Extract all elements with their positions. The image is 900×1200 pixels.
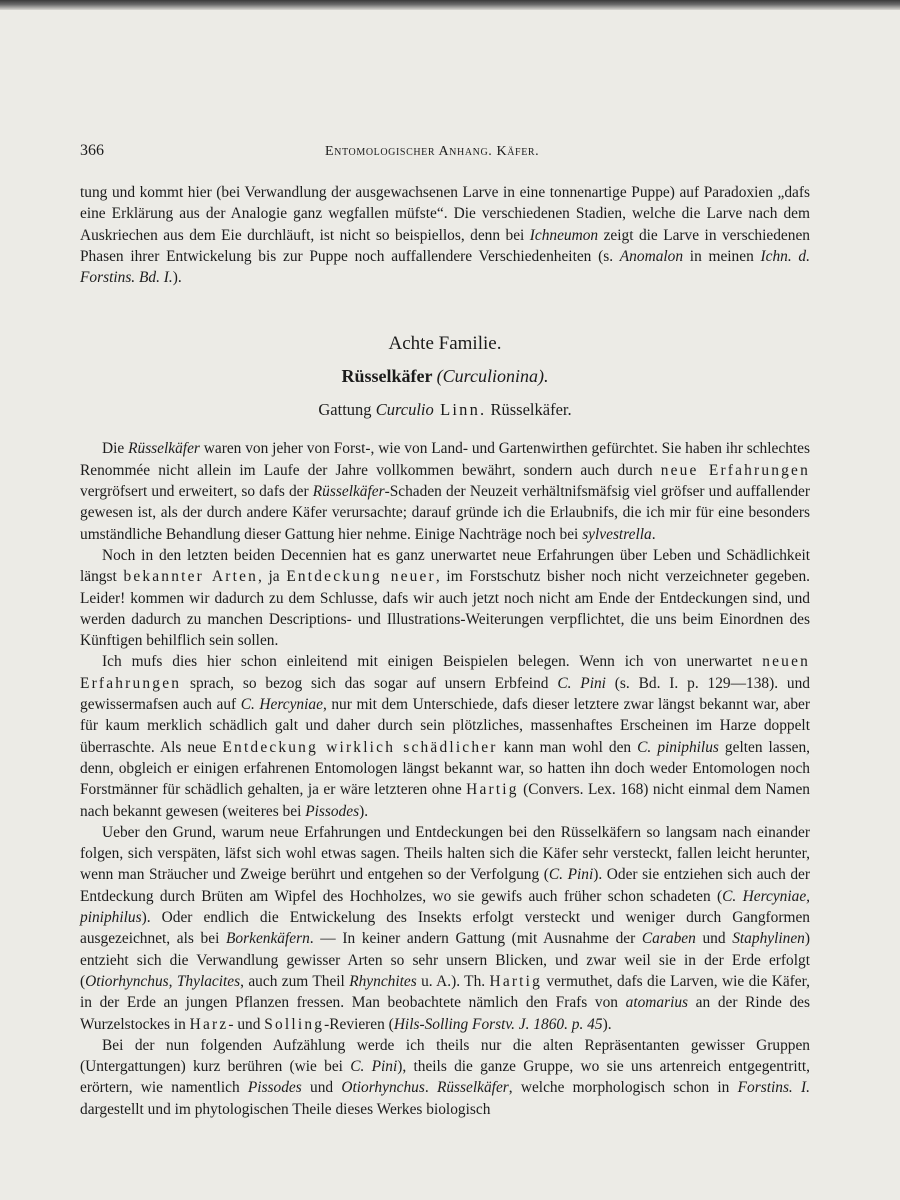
intro-paragraph: tung und kommt hier (bei Verwandlung der ausgewachsenen Larve in eine tonnenartige Puppe) auf Paradoxien „dafs eine Erklärung aus der Analogie ganz wegfallen müfste“. Die verschiedenen Stadien, welche die Larve nach dem Auskriechen aus dem Eie durchläuft, ist nicht so beispiellos, denn bei Ichneumon zeigt die Larve in verschiedenen Phasen ihrer Entwickelung bis zur Puppe noch auffallendere Verschiedenheiten (s. Anomalon in meinen Ichn. d. Forstins. Bd. I.). bbox=[80, 184, 810, 287]
body-paragraph-1: Die Rüsselkäfer waren von jeher von Forst-, wie von Land- und Gartenwirthen gefürchtet. Sie haben ihr schlechtes Renommée nicht allein im Laufe der Jahre vollkommen bewährt, sondern auch durch neue Erfahrungen vergröfsert und erweitert, so dafs der Rüsselkäfer-Schaden der Neuzeit verhältnifsmäfsig viel gröfser und auffallender gewesen ist, als der durch andere Käfer verursachte; darauf gründe ich die Erlaubnifs, die ich mir für eine besonders umständliche Behandlung dieser Gattung hier nehme. Einige Nachträge noch bei sylvestrella. bbox=[80, 440, 810, 543]
page-number: 366 bbox=[80, 142, 104, 159]
running-head: Entomologischer Anhang. Käfer. bbox=[325, 144, 540, 159]
body-paragraph-2: Noch in den letzten beiden Decennien hat es ganz unerwartet neue Erfahrungen über Leben und Schädlichkeit längst bekannter Arten, ja Entdeckung neuer, im Forstschutz bisher noch nicht verzeichneter gegeben. Leider! kommen wir dadurch zu dem Schlusse, dafs wir auch jetzt noch nicht am Ende der Entdeckungen sind, und werden dadurch zu manchen Descriptions- und Illustrations-Weiterungen verpflichtet, die uns beim Einordnen des Künftigen behilflich sein sollen. bbox=[80, 546, 810, 650]
family-title: Rüsselkäfer (Curculionina). bbox=[341, 366, 549, 387]
scan-edge bbox=[0, 0, 900, 10]
genus-heading: Gattung Curculio Linn. Rüsselkäfer. bbox=[318, 400, 572, 420]
body-paragraph-5: Bei der nun folgenden Aufzählung werde ich theils nur die alten Repräsentanten gewisser Gruppen (Untergattungen) kurz berühren (wie bei C. Pini), theils die ganze Gruppe, wo sie uns artenreich entgegentritt, erörtern, wie namentlich Pissodes und Otiorhynchus. Rüsselkäfer, welche morphologisch schon in Forstins. I. dargestellt und im phytologischen Theile dieses Werkes biologisch bbox=[80, 1036, 811, 1118]
body-paragraph-4: Ueber den Grund, warum neue Erfahrungen und Entdeckungen bei den Rüsselkäfern so langsam nach einander folgen, sich verspäten, läfst sich wohl etwas sagen. Theils halten sich die Käfer sehr versteckt, fallen leicht herunter, wenn man Sträucher und Zweige berührt und entgehen so der Verfolgung (C. Pini). Oder sie entziehen sich auch der Entdeckung durch Brüten am Wipfel des Hochholzes, wo sie gewifs auch früher schon schadeten (C. Hercyniae, piniphilus). Oder endlich die Entwickelung des Insekts erfolgt versteckt und weniger durch Gangformen ausgezeichnet, als bei Borkenkäfern. — In keiner andern Gattung (mit Ausnahme der Caraben und Staphylinen) entzieht sich die Verwandlung gewisser Arten so sehr unsern Blicken, und zwar weil sie in der Erde erfolgt (Otiorhynchus, Thylacites, auch zum Theil Rhynchites u. A.). Th. Hartig vermuthet, dafs die Larven, wie die Käfer, in der Erde an jungen Pflanzen fressen. Man beobachtete nämlich den Frafs von atomarius an der Rinde des Wurzelstockes in Harz- und Solling-Revieren (Hils-Solling Forstv. J. 1860. p. 45). bbox=[80, 823, 811, 1033]
family-heading: Achte Familie. bbox=[388, 333, 502, 355]
document-page bbox=[80, 140, 810, 1120]
body-paragraph-3: Ich mufs dies hier schon einleitend mit einigen Beispielen belegen. Wenn ich von unerwartet neuen Erfahrungen sprach, so bezog sich das sogar auf unsern Erbfeind C. Pini (s. Bd. I. p. 129—138). und gewissermafsen auch auf C. Hercyniae, nur mit dem Unterschiede, dafs dieser letztere zwar längst bekannt war, aber für kaum merklich schädlich galt und daher durch sein plötzliches, massenhaftes Erscheinen im Harze doppelt überraschte. Als neue Entdeckung wirklich schädlicher kann man wohl den C. piniphilus gelten lassen, denn, obgleich er einigen erfahrenen Entomologen längst bekannt war, so hatten ihn doch weder Entomologen noch Forstmänner für schädlich gehalten, ja er wäre letzteren ohne Hartig (Convers. Lex. 168) nicht einmal dem Namen nach bekannt gewesen (weiteres bei Pissodes). bbox=[80, 653, 811, 820]
page-header bbox=[80, 140, 810, 164]
